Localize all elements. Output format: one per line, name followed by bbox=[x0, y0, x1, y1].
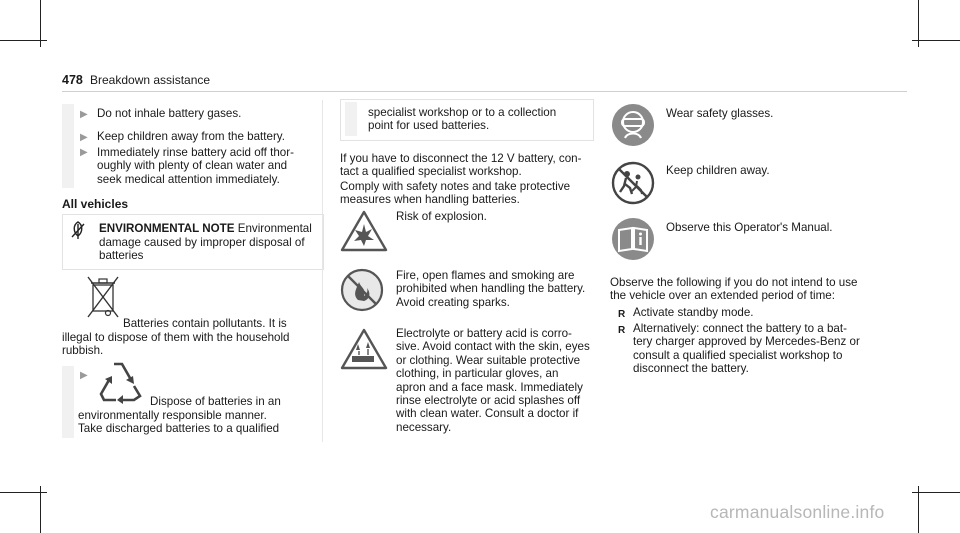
step-text: Keep children away from the battery. bbox=[97, 130, 285, 143]
crop-mark bbox=[40, 486, 41, 533]
bullet-text: Alternatively: connect the battery to a bat- tery charger approved by Mercedes-Benz or consult a qualified specialist workshop to disconnect the battery. bbox=[633, 322, 860, 376]
keep-children-away-icon bbox=[610, 160, 656, 206]
recycle-bar bbox=[62, 366, 74, 438]
observe-text: Observe the following if you do not intend to use the vehicle over an extended period of time: bbox=[610, 276, 858, 303]
step-text: Immediately rinse battery acid off thor- oughly with plenty of clean water and seek medical attention immediately. bbox=[97, 146, 294, 186]
column-divider bbox=[322, 100, 323, 442]
crop-mark bbox=[0, 40, 47, 41]
recycle-rest: environmentally responsible manner. Take discharged batteries to a qualified bbox=[78, 409, 280, 436]
electrolyte-text: Electrolyte or battery acid is corro- sive. Avoid contact with the skin, eyes or clothing. Wear suitable protective clothing, in particular gloves, an apron and a face mask. Immediately rinse electrolyte or acid splashes off with clean water. Consult a doctor if necessary. bbox=[396, 327, 590, 434]
environmental-note-first: Environmental bbox=[237, 222, 312, 235]
fire-text: Fire, open flames and smoking are prohibited when handling the battery. Avoid creating sparks. bbox=[396, 269, 586, 309]
manual-text: Observe this Operator's Manual. bbox=[666, 221, 833, 234]
step-text: Do not inhale battery gases. bbox=[97, 107, 242, 120]
continued-bar bbox=[345, 102, 357, 136]
step-arrow-icon: ▶ bbox=[80, 132, 88, 143]
crossed-bin-icon bbox=[86, 275, 120, 321]
comply-text: Comply with safety notes and take protective measures when handling batteries. bbox=[340, 180, 571, 207]
step-arrow-icon: ▶ bbox=[80, 147, 88, 158]
bullet-mark: R bbox=[618, 325, 626, 336]
bullet-mark: R bbox=[618, 309, 626, 320]
crop-mark bbox=[0, 492, 47, 493]
explosion-warning-icon bbox=[340, 210, 388, 252]
environment-leaf-icon bbox=[70, 220, 86, 240]
recycling-icon bbox=[96, 360, 146, 404]
explosion-text: Risk of explosion. bbox=[396, 210, 487, 223]
disconnect-text: If you have to disconnect the 12 V battery, con- tact a qualified specialist workshop. bbox=[340, 152, 582, 179]
children-text: Keep children away. bbox=[666, 164, 770, 177]
header-rule bbox=[62, 91, 907, 92]
crop-mark bbox=[918, 486, 919, 533]
bullet-text: Activate standby mode. bbox=[633, 306, 754, 319]
page-number: 478 bbox=[62, 73, 83, 87]
environmental-note-rest: damage caused by improper disposal of batteries bbox=[99, 236, 305, 263]
step-arrow-icon: ▶ bbox=[80, 109, 88, 120]
safety-glasses-icon bbox=[610, 102, 656, 148]
batteries-rest: illegal to dispose of them with the household rubbish. bbox=[62, 331, 290, 358]
glasses-text: Wear safety glasses. bbox=[666, 107, 774, 120]
step-arrow-icon: ▶ bbox=[80, 370, 88, 381]
steps-bar bbox=[62, 104, 74, 188]
corrosive-warning-icon bbox=[340, 328, 388, 370]
environmental-note-text bbox=[99, 222, 317, 235]
recycle-line1: Dispose of batteries in an bbox=[150, 395, 281, 408]
operators-manual-icon bbox=[610, 216, 656, 262]
watermark: carmanualsonline.info bbox=[710, 502, 885, 522]
continued-text: specialist workshop or to a collection point for used batteries. bbox=[368, 106, 557, 133]
no-fire-icon bbox=[340, 268, 384, 312]
environmental-note-label: ENVIRONMENTAL NOTE bbox=[99, 222, 235, 235]
crop-mark bbox=[912, 492, 960, 493]
section-heading: All vehicles bbox=[62, 197, 129, 211]
crop-mark bbox=[912, 40, 960, 41]
batteries-line1: Batteries contain pollutants. It is bbox=[123, 317, 287, 330]
section-title: Breakdown assistance bbox=[90, 73, 211, 87]
